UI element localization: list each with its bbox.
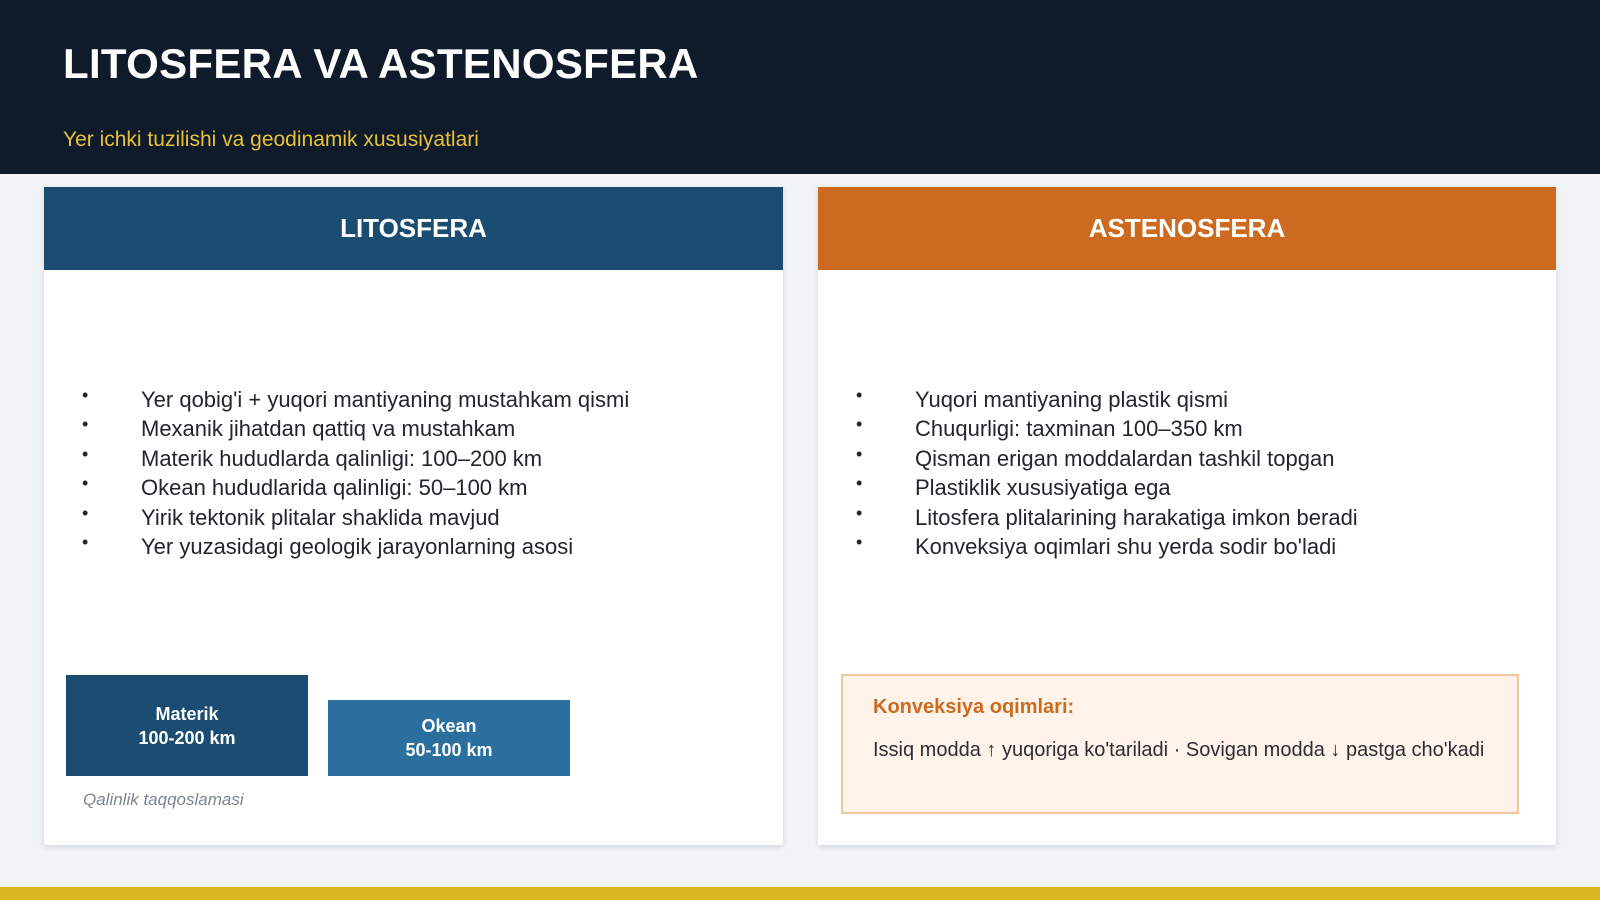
page-subtitle: Yer ichki tuzilishi va geodinamik xususiyatlari: [63, 128, 479, 151]
list-item-text: Yer qobig'i + yuqori mantiyaning mustahkam qismi: [141, 387, 630, 412]
list-item: [82, 385, 629, 414]
bullet-icon: •: [856, 532, 863, 553]
convection-callout: [841, 674, 1519, 814]
materik-thickness-box: [66, 675, 308, 776]
footer-accent-bar: [0, 887, 1600, 900]
header: [0, 0, 1600, 174]
litosfera-panel: [44, 187, 783, 845]
list-item: [856, 503, 1358, 532]
bullet-icon: •: [82, 502, 89, 523]
bullet-icon: •: [82, 532, 89, 553]
litosfera-bullet-list: [82, 385, 629, 561]
astenosfera-bullet-list: [856, 385, 1358, 561]
list-item: [82, 414, 629, 443]
bullet-icon: •: [856, 502, 863, 523]
list-item-text: Chuqurligi: taxminan 100–350 km: [915, 416, 1243, 442]
materik-label: Materik: [155, 703, 219, 724]
list-item: [82, 503, 629, 532]
list-item: [856, 532, 1358, 561]
list-item-text: Materik hududlarda qalinligi: 100–200 km: [141, 445, 543, 471]
okean-label: Okean: [421, 716, 477, 736]
list-item: [82, 532, 629, 561]
list-item-text: Yuqori mantiyaning plastik qismi: [915, 387, 1229, 412]
bullet-icon: •: [856, 443, 863, 464]
list-item-text: Litosfera plitalarining harakatiga imkon beradi: [915, 504, 1358, 530]
list-item-text: Plastiklik xususiyatiga ega: [915, 475, 1171, 501]
astenosfera-panel: [818, 187, 1556, 845]
list-item: [856, 414, 1358, 443]
astenosfera-heading: ASTENOSFERA: [818, 187, 1556, 270]
materik-value: 100-200 km: [138, 727, 236, 748]
list-item: [856, 385, 1358, 414]
list-item: [82, 473, 629, 502]
list-item: [856, 473, 1358, 502]
list-item-text: Konveksiya oqimlari shu yerda sodir bo'ladi: [915, 534, 1337, 560]
bullet-icon: •: [856, 414, 863, 435]
bullet-icon: •: [82, 414, 89, 435]
list-item-text: Qisman erigan moddalardan tashkil topgan: [915, 445, 1335, 471]
bullet-icon: •: [82, 385, 89, 405]
convection-text: Issiq modda ↑ yuqoriga ko'tariladi · Sovigan modda ↓ pastga cho'kadi: [873, 739, 1485, 761]
list-item: [82, 444, 629, 473]
list-item-text: Yirik tektonik plitalar shaklida mavjud: [141, 504, 500, 530]
bullet-icon: •: [856, 473, 863, 494]
okean-value: 50-100 km: [405, 740, 493, 760]
convection-title: Konveksiya oqimlari:: [873, 696, 1075, 718]
list-item-text: Yer yuzasidagi geologik jarayonlarning asosi: [141, 534, 574, 560]
bullet-icon: •: [82, 473, 89, 494]
bullet-icon: •: [856, 385, 863, 405]
list-item: [856, 444, 1358, 473]
list-item-text: Okean hududlarida qalinligi: 50–100 km: [141, 475, 528, 501]
bullet-icon: •: [82, 443, 89, 464]
page-title: LITOSFERA VA ASTENOSFERA: [63, 40, 699, 87]
thickness-caption: Qalinlik taqqoslamasi: [83, 790, 244, 809]
okean-thickness-box: [328, 700, 570, 776]
list-item-text: Mexanik jihatdan qattiq va mustahkam: [141, 416, 516, 442]
litosfera-heading: LITOSFERA: [44, 187, 783, 270]
